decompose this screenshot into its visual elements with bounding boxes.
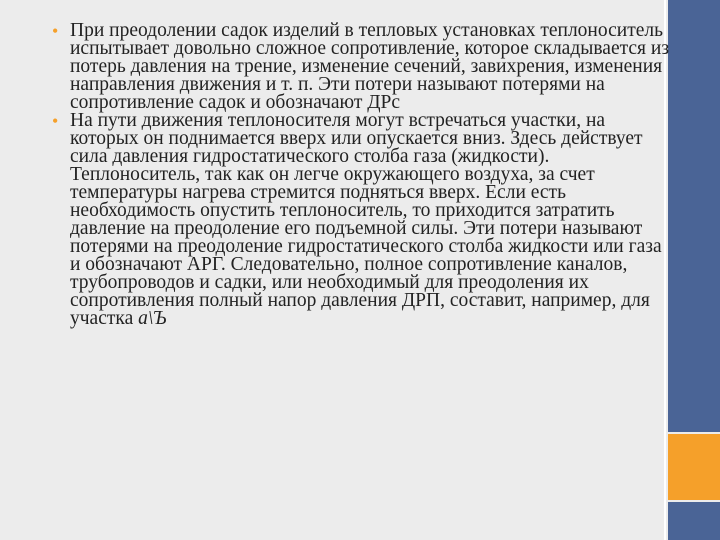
bullet-item: [52, 112, 676, 328]
sidebar-band-bottom: [668, 502, 720, 540]
bullet-icon: •: [52, 111, 59, 131]
bullet-text: При преодолении садок изделий в тепловых установках теплоноситель испытывает довольно сложное сопротивление, которое складывается из потерь давления на трение, изменение сечений, завихрения, изменения направления движения и т. п. Эти потери называют потерями на сопротивление садок и обозначают ДРс: [70, 20, 670, 113]
bullet-item: [52, 22, 676, 112]
bullet-icon: •: [52, 21, 59, 41]
bullet-text-container: [70, 112, 676, 328]
sidebar-accent-block: [668, 434, 720, 500]
bullet-text: На пути движения теплоносителя могут встречаться участки, на которых он поднимается вверх или опускается вниз. Здесь действует сила давления гидростатического столба газа (жидкости). Теплоноситель, так как он легче окружающего воздуха, за счет температуры нагрева стремится подняться вверх. Если есть необходимость опустить теплоноситель, то приходится затратить давление на преодоление его подъемной силы. Эти потери называют потерями на преодоление гидростатического столба жидкости или газа и обозначают АРГ. Следовательно, полное сопротивление каналов, трубопроводов и садки, или необходимый для преодоления их сопротивления полный напор давления ДРП, составит, например, для участка: [70, 110, 662, 329]
slide-body: [52, 22, 676, 328]
segment-label: а\Ъ: [138, 308, 167, 329]
